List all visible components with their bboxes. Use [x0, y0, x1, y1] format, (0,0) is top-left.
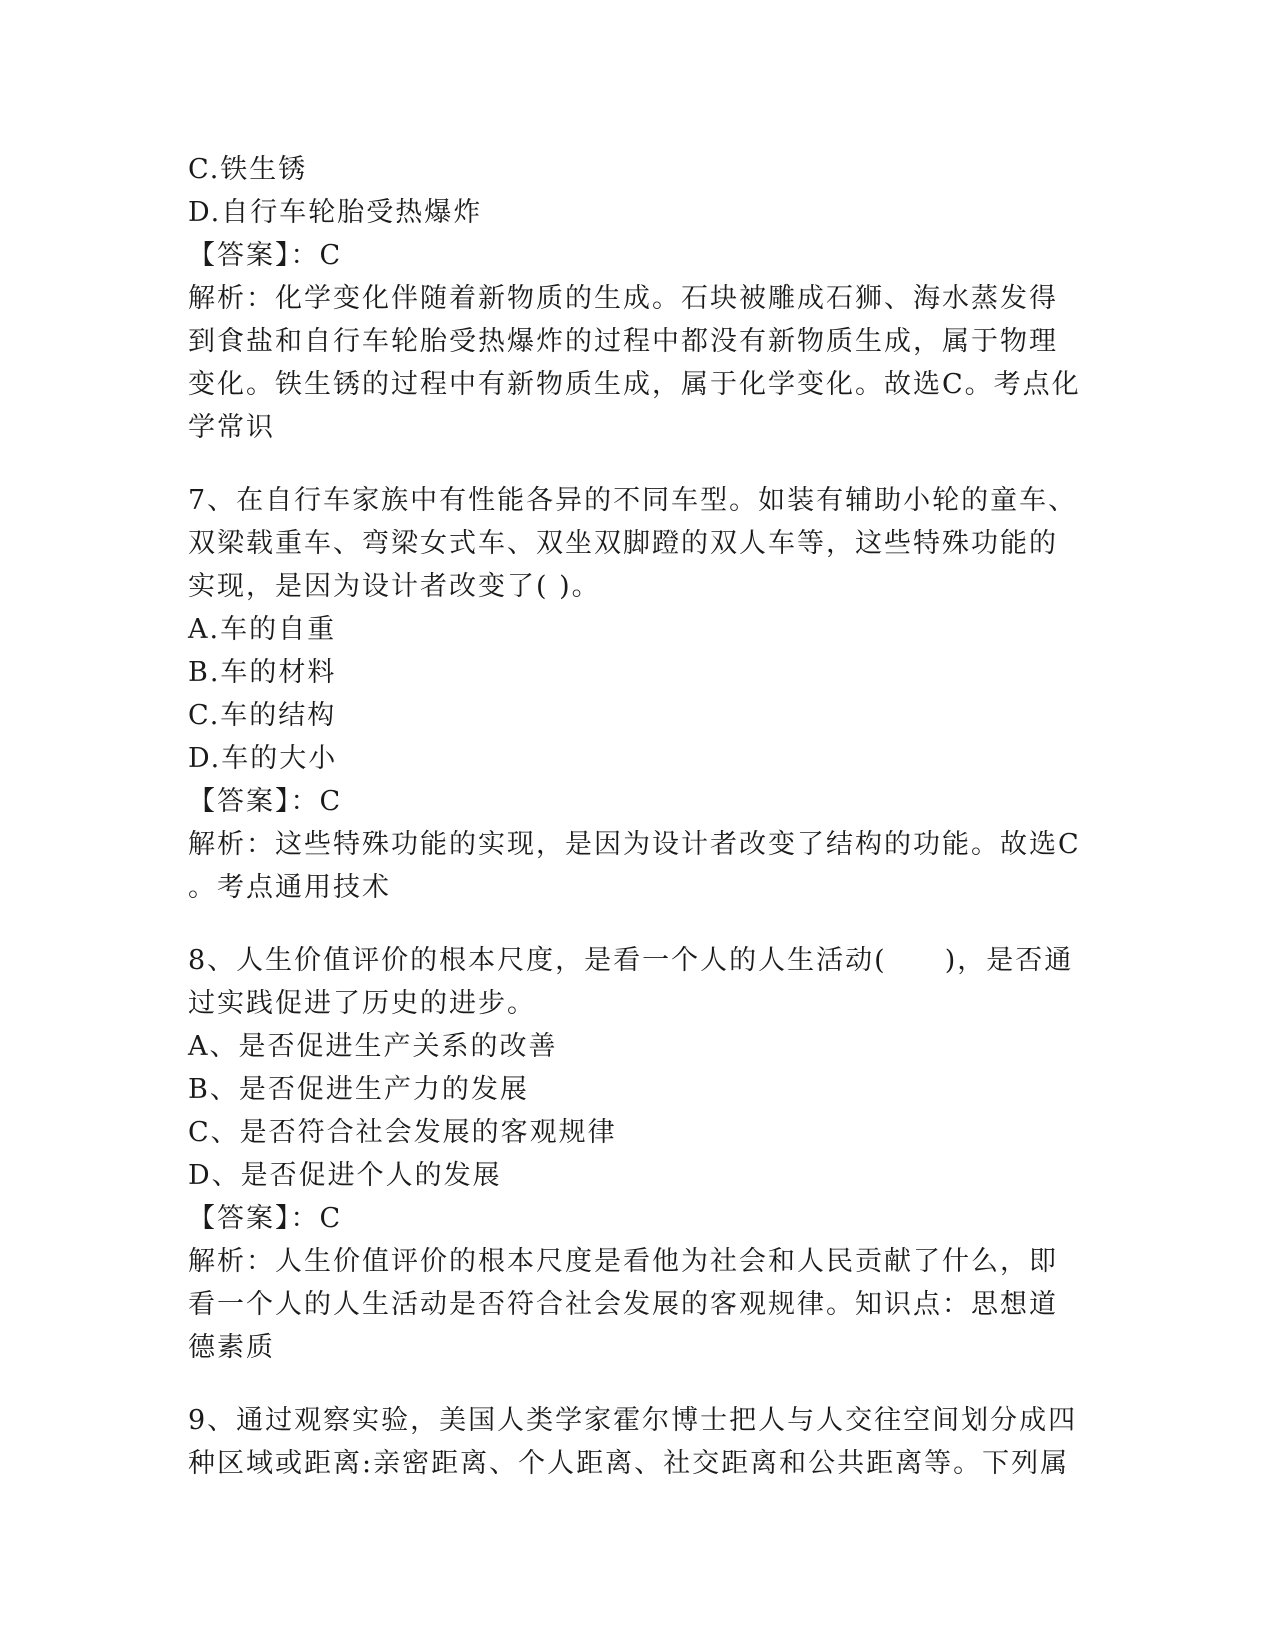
question-7	[188, 479, 1088, 909]
question-stem-line: 9、通过观察实验，美国人类学家霍尔博士把人与人交往空间划分成四	[188, 1405, 1078, 1436]
option-d: D.自行车轮胎受热爆炸	[188, 197, 483, 228]
option-b: B、是否促进生产力的发展	[188, 1074, 529, 1105]
option-d: D、是否促进个人的发展	[188, 1160, 502, 1191]
answer-line: 【答案】：C	[188, 786, 343, 817]
option-b: B.车的材料	[188, 657, 337, 688]
analysis-line: 解析：化学变化伴随着新物质的生成。石块被雕成石狮、海水蒸发得	[188, 283, 1058, 314]
spacer	[188, 449, 1088, 479]
question-stem-line: 实现，是因为设计者改变了( )。	[188, 571, 601, 602]
analysis-line: 到食盐和自行车轮胎受热爆炸的过程中都没有新物质生成，属于物理	[188, 326, 1058, 357]
spacer	[188, 909, 1088, 939]
question-8	[188, 939, 1088, 1369]
document-page	[188, 148, 1088, 1485]
question-9	[188, 1399, 1088, 1485]
analysis-line: 看一个人的人生活动是否符合社会发展的客观规律。知识点：思想道	[188, 1289, 1058, 1320]
analysis-line: 变化。铁生锈的过程中有新物质生成，属于化学变化。故选C。考点化	[188, 369, 1081, 400]
option-c: C.铁生锈	[188, 154, 308, 185]
analysis-line: 德素质	[188, 1332, 275, 1363]
question-stem-line: 种区域或距离:亲密距离、个人距离、社交距离和公共距离等。下列属	[188, 1448, 1070, 1479]
spacer	[188, 1369, 1088, 1399]
question-6-tail	[188, 148, 1088, 449]
question-stem-line: 8、人生价值评价的根本尺度，是看一个人的人生活动( )，是否通	[188, 945, 1074, 976]
question-stem-line: 双梁载重车、弯梁女式车、双坐双脚蹬的双人车等，这些特殊功能的	[188, 528, 1058, 559]
analysis-line: 解析：这些特殊功能的实现，是因为设计者改变了结构的功能。故选C	[188, 829, 1081, 860]
answer-line: 【答案】：C	[188, 240, 343, 271]
question-stem-line: 过实践促进了历史的进步。	[188, 988, 536, 1019]
option-c: C.车的结构	[188, 700, 337, 731]
option-a: A.车的自重	[188, 614, 337, 645]
question-stem-line: 7、在自行车家族中有性能各异的不同车型。如装有辅助小轮的童车、	[188, 485, 1078, 516]
option-a: A、是否促进生产关系的改善	[188, 1031, 558, 1062]
option-c: C、是否符合社会发展的客观规律	[188, 1117, 617, 1148]
analysis-line: 。考点通用技术	[188, 872, 391, 903]
analysis-line: 解析：人生价值评价的根本尺度是看他为社会和人民贡献了什么，即	[188, 1246, 1058, 1277]
answer-line: 【答案】：C	[188, 1203, 343, 1234]
analysis-line: 学常识	[188, 412, 275, 443]
option-d: D.车的大小	[188, 743, 338, 774]
